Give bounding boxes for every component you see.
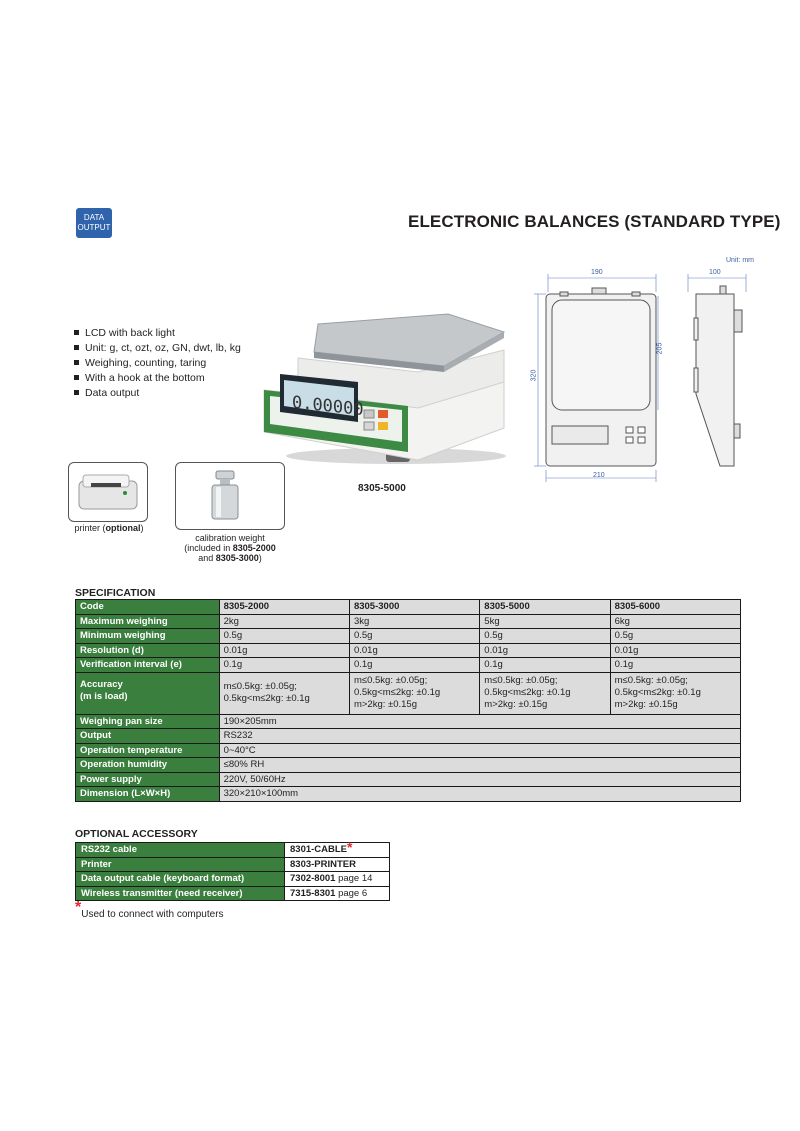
table-row [76,714,741,729]
asterisk-icon: * [347,839,353,855]
cell: 0.5g [349,629,479,644]
row-label: Data output cable (keyboard format) [76,872,285,887]
footnote [75,899,224,920]
printer-image-box [68,462,148,522]
row-label: Output [76,729,220,744]
table-row [76,787,741,802]
calibration-weight-icon [176,463,284,529]
row-label: Maximum weighing [76,614,220,629]
optional-accessory-heading: OPTIONAL ACCESSORY [75,828,198,840]
cell: 2kg [219,614,349,629]
table-row [76,600,741,615]
table-row [76,743,741,758]
cell: 0.01g [349,643,479,658]
row-label: Power supply [76,772,220,787]
dim-top-width: 190 [591,269,603,276]
cell: 5kg [480,614,610,629]
accuracy-line: m≤0.5kg: ±0.05g; [614,674,688,686]
calibration-weight-caption [170,533,290,563]
row-label: Weighing pan size [76,714,220,729]
feature-item: Data output [74,386,241,401]
row-label: Operation humidity [76,758,220,773]
printer-caption-suffix: ) [140,523,144,533]
accessory-code: 8301-CABLE [290,844,348,855]
cell: 0.1g [610,658,740,673]
row-label: RS232 cable [76,843,285,858]
weight-caption-line1: calibration weight [195,533,265,543]
weight-caption-model-1: 8305-2000 [232,543,276,553]
cell: 0.5g [219,629,349,644]
accuracy-line: 0.5kg<m≤2kg: ±0.1g [353,686,441,698]
accuracy-label-2: (m is load) [80,690,128,702]
row-label: Verification interval (e) [76,658,220,673]
cell [285,857,390,872]
table-row [76,772,741,787]
page-title: ELECTRONIC BALANCES (STANDARD TYPE) [408,212,781,231]
technical-drawing [532,270,762,485]
weight-caption-suffix: ) [258,553,262,563]
dim-side-depth: 100 [709,269,721,276]
accuracy-row [76,672,741,714]
cell: 8305-2000 [219,600,349,615]
footnote-asterisk-icon: * [75,899,82,916]
footnote-text: Used to connect with computers [81,909,224,920]
cell [285,886,390,901]
cell: 320×210×100mm [219,787,740,802]
weight-caption-and: and [198,553,216,563]
cell: 0.5g [610,629,740,644]
accessory-code: 7302-8001 [290,873,336,884]
cell: 0.1g [480,658,610,673]
row-label [76,672,220,714]
table-row [76,843,390,858]
cell: 0~40°C [219,743,740,758]
printer-caption-prefix: printer ( [74,523,106,533]
feature-item: Weighing, counting, taring [74,356,241,371]
dim-pan-depth: 205 [656,342,664,355]
row-label: Operation temperature [76,743,220,758]
accuracy-line: 0.5kg<m≤2kg: ±0.1g [484,686,571,698]
cell: ≤80% RH [219,758,740,773]
product-model-label: 8305-5000 [358,483,406,494]
accuracy-line: m>2kg: ±0.15g [614,698,678,710]
table-row [76,629,741,644]
printer-icon [69,463,147,521]
specification-heading: SPECIFICATION [75,587,156,599]
data-output-badge [76,208,112,238]
cell: 8305-5000 [480,600,610,615]
badge-line-2: OUTPUT [77,223,111,232]
balance-product-image [258,300,516,468]
row-label: Dimension (L×W×H) [76,787,220,802]
feature-item: LCD with back light [74,326,241,341]
cell: 0.01g [480,643,610,658]
table-row [76,758,741,773]
accuracy-line: m≤0.5kg: ±0.05g; [223,680,297,692]
feature-item: Unit: g, ct, ozt, oz, GN, dwt, lb, kg [74,341,241,356]
row-label: Wireless transmitter (need receiver) [76,886,285,901]
accuracy-line: 0.5kg<m≤2kg: ±0.1g [223,692,310,704]
accuracy-label-1: Accuracy [80,678,123,690]
cell: 3kg [349,614,479,629]
cell: RS232 [219,729,740,744]
row-label: Minimum weighing [76,629,220,644]
specification-table [75,599,741,802]
scale-display-readout: 0.00000 [292,392,364,421]
accessory-code: 7315-8301 [290,887,336,899]
feature-item: With a hook at the bottom [74,371,241,386]
feature-list [74,326,241,401]
table-row [76,643,741,658]
cell: 0.1g [349,658,479,673]
accuracy-line: m>2kg: ±0.15g [484,698,548,710]
cell [480,672,610,714]
printer-caption-optional: optional [105,523,141,533]
cell: 8305-3000 [349,600,479,615]
accessory-code: 8303-PRINTER [290,858,356,870]
cell: 6kg [610,614,740,629]
calibration-weight-image-box [175,462,285,530]
cell: 0.5g [480,629,610,644]
cell: 8305-6000 [610,600,740,615]
unit-label: Unit: mm [726,257,754,264]
cell: 0.1g [219,658,349,673]
dim-base-width: 210 [593,472,605,479]
table-row [76,729,741,744]
accuracy-line: m≤0.5kg: ±0.05g; [353,674,428,686]
accessory-page-ref: page 14 [335,873,373,884]
weight-caption-model-2: 8305-3000 [215,553,259,563]
cell: 0.01g [219,643,349,658]
row-label: Printer [76,857,285,872]
cell [349,672,479,714]
accessory-page-ref: page 6 [335,887,368,899]
table-row [76,614,741,629]
weight-caption-prefix: (included in [184,543,233,553]
row-label: Code [76,600,220,615]
table-row [76,658,741,673]
accuracy-line: 0.5kg<m≤2kg: ±0.1g [614,686,701,698]
accuracy-line: m>2kg: ±0.15g [353,698,417,710]
cell: 220V, 50/60Hz [219,772,740,787]
cell: 0.01g [610,643,740,658]
badge-line-1: DATA [83,213,105,222]
cell [285,839,390,858]
dim-height: 320 [530,369,538,382]
optional-accessory-table [75,839,390,901]
table-row [76,886,390,901]
cell [219,672,349,714]
accuracy-line: m≤0.5kg: ±0.05g; [484,674,558,686]
table-row [76,872,390,887]
table-row [76,857,390,872]
cell [610,672,740,714]
cell [285,872,390,887]
printer-caption [64,523,154,533]
cell: 190×205mm [219,714,740,729]
row-label: Resolution (d) [76,643,220,658]
